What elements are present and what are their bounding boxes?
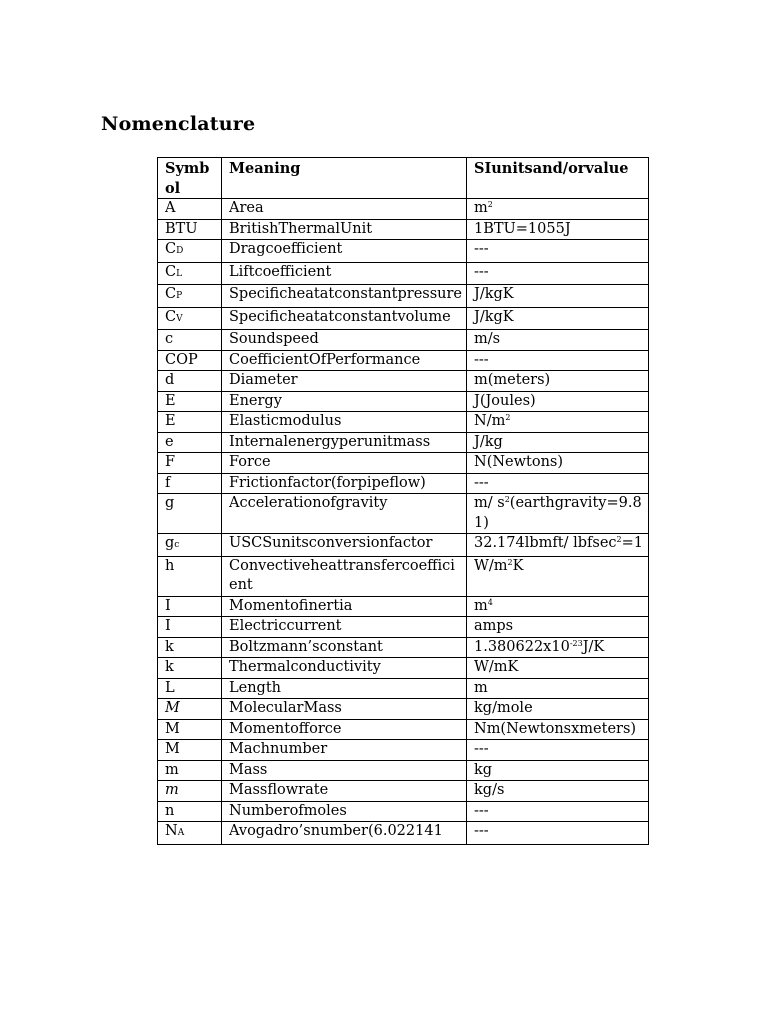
table-row bbox=[158, 617, 649, 638]
symbol-subscript: A bbox=[177, 828, 185, 838]
symbol-text: m bbox=[165, 782, 179, 798]
symbol-cell bbox=[158, 219, 222, 240]
table-row bbox=[158, 219, 649, 240]
meaning-cell: Energy bbox=[222, 391, 467, 412]
unit-text-continued: K bbox=[512, 557, 524, 574]
table-row bbox=[158, 350, 649, 371]
unit-cell bbox=[467, 199, 649, 220]
symbol-subscript: D bbox=[176, 246, 184, 256]
unit-text: 1.380622x10 bbox=[474, 638, 570, 655]
meaning-cell: Force bbox=[222, 453, 467, 474]
unit-cell bbox=[467, 719, 649, 740]
page-title: Nomenclature bbox=[101, 113, 256, 135]
unit-superscript: 2 bbox=[504, 495, 510, 504]
meaning-cell: Electriccurrent bbox=[222, 617, 467, 638]
meaning-cell: Internalenergyperunitmass bbox=[222, 432, 467, 453]
table-row bbox=[158, 740, 649, 761]
symbol-subscript: V bbox=[176, 313, 183, 324]
symbol-cell bbox=[158, 262, 222, 285]
table-row bbox=[158, 801, 649, 822]
unit-cell bbox=[467, 556, 649, 596]
unit-text: --- bbox=[474, 474, 489, 491]
unit-cell bbox=[467, 678, 649, 699]
table-row bbox=[158, 432, 649, 453]
unit-cell bbox=[467, 617, 649, 638]
symbol-cell bbox=[158, 412, 222, 433]
meaning-cell: Length bbox=[222, 678, 467, 699]
meaning-cell: Elasticmodulus bbox=[222, 412, 467, 433]
symbol-text: k bbox=[165, 638, 174, 655]
symbol-cell bbox=[158, 617, 222, 638]
table-row bbox=[158, 199, 649, 220]
table-row bbox=[158, 240, 649, 263]
unit-text: --- bbox=[474, 802, 489, 819]
symbol-cell bbox=[158, 801, 222, 822]
unit-text: kg/s bbox=[474, 782, 505, 798]
symbol-text: I bbox=[165, 618, 171, 634]
unit-superscript: 2 bbox=[487, 200, 493, 209]
symbol-text: h bbox=[165, 557, 175, 574]
table-row bbox=[158, 637, 649, 658]
symbol-text: A bbox=[165, 200, 176, 216]
table-row bbox=[158, 494, 649, 534]
unit-cell bbox=[467, 494, 649, 534]
unit-text: kg bbox=[474, 761, 493, 778]
symbol-text: d bbox=[165, 372, 175, 388]
symbol-cell bbox=[158, 822, 222, 845]
table-row bbox=[158, 262, 649, 285]
symbol-cell bbox=[158, 760, 222, 781]
unit-cell bbox=[467, 219, 649, 240]
unit-text-continued: =1 bbox=[621, 535, 643, 551]
symbol-text: k bbox=[165, 659, 174, 675]
symbol-cell bbox=[158, 307, 222, 330]
unit-cell bbox=[467, 637, 649, 658]
unit-text-continued: J/K bbox=[582, 638, 605, 655]
table-row bbox=[158, 330, 649, 351]
meaning-cell: Diameter bbox=[222, 371, 467, 392]
table-row bbox=[158, 678, 649, 699]
unit-text: --- bbox=[474, 351, 489, 368]
symbol-cell bbox=[158, 596, 222, 617]
meaning-cell: Momentofinertia bbox=[222, 596, 467, 617]
unit-cell bbox=[467, 371, 649, 392]
unit-text: J/kgK bbox=[474, 308, 514, 325]
table-row bbox=[158, 699, 649, 720]
symbol-subscript: L bbox=[176, 268, 183, 279]
unit-text: m bbox=[474, 200, 488, 216]
table-row bbox=[158, 453, 649, 474]
unit-text: m(meters) bbox=[474, 372, 551, 388]
symbol-text: g bbox=[165, 495, 175, 511]
meaning-cell: Convectiveheattransfercoefficient bbox=[222, 556, 467, 596]
symbol-cell bbox=[158, 781, 222, 802]
symbol-cell bbox=[158, 740, 222, 761]
table-row bbox=[158, 391, 649, 412]
table-row bbox=[158, 307, 649, 330]
table-row bbox=[158, 534, 649, 557]
unit-text: --- bbox=[474, 241, 489, 257]
unit-cell bbox=[467, 740, 649, 761]
symbol-text: E bbox=[165, 392, 176, 409]
nomenclature-table bbox=[157, 157, 649, 845]
unit-cell bbox=[467, 596, 649, 617]
meaning-cell: Soundspeed bbox=[222, 330, 467, 351]
header-units: SIunitsand/orvalue bbox=[467, 158, 649, 199]
symbol-text: L bbox=[165, 679, 175, 696]
unit-cell bbox=[467, 822, 649, 845]
symbol-text: g bbox=[165, 535, 175, 551]
meaning-cell: Accelerationofgravity bbox=[222, 494, 467, 534]
symbol-text: F bbox=[165, 454, 176, 470]
symbol-subscript: P bbox=[176, 291, 183, 301]
unit-cell bbox=[467, 432, 649, 453]
symbol-cell bbox=[158, 240, 222, 263]
meaning-cell: USCSunitsconversionfactor bbox=[222, 534, 467, 557]
unit-text-continued: (earthgravity=9.81) bbox=[474, 495, 642, 531]
unit-text: W/mK bbox=[474, 659, 519, 675]
symbol-text: M bbox=[165, 720, 180, 737]
unit-text: N(Newtons) bbox=[474, 454, 564, 470]
unit-cell bbox=[467, 330, 649, 351]
meaning-cell: Specificheatatconstantvolume bbox=[222, 307, 467, 330]
symbol-text: M bbox=[165, 700, 180, 716]
symbol-text: N bbox=[165, 823, 178, 839]
unit-cell bbox=[467, 307, 649, 330]
symbol-cell bbox=[158, 658, 222, 679]
unit-text: 32.174lbmft/ lbfsec bbox=[474, 535, 617, 551]
meaning-cell: Liftcoefficient bbox=[222, 262, 467, 285]
symbol-text: M bbox=[165, 741, 180, 757]
symbol-cell bbox=[158, 350, 222, 371]
symbol-cell bbox=[158, 330, 222, 351]
unit-text: J/kgK bbox=[474, 286, 514, 302]
table-row bbox=[158, 781, 649, 802]
symbol-text: C bbox=[165, 263, 177, 280]
symbol-text: COP bbox=[165, 351, 198, 368]
symbol-cell bbox=[158, 494, 222, 534]
unit-cell bbox=[467, 473, 649, 494]
unit-text: J/kg bbox=[474, 433, 503, 450]
unit-cell bbox=[467, 801, 649, 822]
symbol-cell bbox=[158, 637, 222, 658]
unit-text: amps bbox=[474, 618, 514, 634]
meaning-cell: Specificheatatconstantpressure bbox=[222, 285, 467, 308]
table-row bbox=[158, 658, 649, 679]
table-row bbox=[158, 473, 649, 494]
meaning-cell: MolecularMass bbox=[222, 699, 467, 720]
meaning-cell: Mass bbox=[222, 760, 467, 781]
meaning-cell: Thermalconductivity bbox=[222, 658, 467, 679]
unit-cell bbox=[467, 534, 649, 557]
unit-superscript: 2 bbox=[507, 557, 513, 567]
symbol-cell bbox=[158, 391, 222, 412]
meaning-cell: Area bbox=[222, 199, 467, 220]
unit-cell bbox=[467, 760, 649, 781]
unit-superscript: 4 bbox=[487, 597, 493, 607]
table-row bbox=[158, 412, 649, 433]
symbol-cell bbox=[158, 473, 222, 494]
unit-superscript: -23 bbox=[569, 638, 583, 648]
symbol-text: n bbox=[165, 802, 175, 819]
table-row bbox=[158, 556, 649, 596]
header-meaning: Meaning bbox=[222, 158, 467, 199]
symbol-cell bbox=[158, 371, 222, 392]
symbol-text: C bbox=[165, 286, 177, 302]
unit-cell bbox=[467, 391, 649, 412]
meaning-cell: Frictionfactor(forpipeflow) bbox=[222, 473, 467, 494]
table-row bbox=[158, 285, 649, 308]
symbol-cell bbox=[158, 719, 222, 740]
symbol-cell bbox=[158, 678, 222, 699]
unit-cell bbox=[467, 350, 649, 371]
meaning-cell: Avogadro’snumber(6.022141 bbox=[222, 822, 467, 845]
unit-text: m/ s bbox=[474, 495, 505, 511]
symbol-cell bbox=[158, 699, 222, 720]
symbol-text: m bbox=[165, 761, 179, 778]
symbol-cell bbox=[158, 432, 222, 453]
unit-text: --- bbox=[474, 263, 489, 280]
unit-text: Nm(Newtonsxmeters) bbox=[474, 720, 637, 737]
unit-text: kg/mole bbox=[474, 700, 533, 716]
unit-cell bbox=[467, 453, 649, 474]
unit-text: --- bbox=[474, 823, 489, 839]
unit-text: 1BTU=1055J bbox=[474, 220, 571, 237]
meaning-cell: Dragcoefficient bbox=[222, 240, 467, 263]
symbol-text: c bbox=[165, 331, 174, 347]
unit-cell bbox=[467, 658, 649, 679]
symbol-cell bbox=[158, 199, 222, 220]
table-row bbox=[158, 760, 649, 781]
symbol-cell bbox=[158, 556, 222, 596]
unit-superscript: 2 bbox=[616, 535, 622, 544]
symbol-cell bbox=[158, 453, 222, 474]
unit-text: J(Joules) bbox=[474, 392, 536, 409]
unit-text: N/m bbox=[474, 413, 506, 429]
unit-cell bbox=[467, 781, 649, 802]
table-row bbox=[158, 822, 649, 845]
unit-text: m/s bbox=[474, 331, 501, 347]
table-header-row bbox=[158, 158, 649, 199]
meaning-cell: Massflowrate bbox=[222, 781, 467, 802]
table-row bbox=[158, 596, 649, 617]
symbol-text: C bbox=[165, 308, 177, 325]
symbol-text: BTU bbox=[165, 220, 198, 237]
header-symbol: Symbol bbox=[158, 158, 222, 199]
meaning-cell: BritishThermalUnit bbox=[222, 219, 467, 240]
unit-cell bbox=[467, 412, 649, 433]
symbol-text: E bbox=[165, 413, 176, 429]
table-row bbox=[158, 371, 649, 392]
symbol-cell bbox=[158, 285, 222, 308]
symbol-text: f bbox=[165, 474, 171, 491]
unit-cell bbox=[467, 285, 649, 308]
unit-text: --- bbox=[474, 741, 489, 757]
meaning-cell: Numberofmoles bbox=[222, 801, 467, 822]
symbol-cell bbox=[158, 534, 222, 557]
meaning-cell: Momentofforce bbox=[222, 719, 467, 740]
unit-cell bbox=[467, 240, 649, 263]
table-row bbox=[158, 719, 649, 740]
symbol-subscript: c bbox=[174, 540, 180, 550]
unit-cell bbox=[467, 262, 649, 285]
unit-text: W/m bbox=[474, 557, 508, 574]
symbol-text: I bbox=[165, 597, 171, 614]
unit-text: m bbox=[474, 597, 488, 614]
meaning-cell: CoefficientOfPerformance bbox=[222, 350, 467, 371]
symbol-text: e bbox=[165, 433, 174, 450]
symbol-text: C bbox=[165, 241, 177, 257]
unit-superscript: 2 bbox=[505, 413, 511, 422]
unit-text: m bbox=[474, 679, 488, 696]
unit-cell bbox=[467, 699, 649, 720]
meaning-cell: Boltzmann’sconstant bbox=[222, 637, 467, 658]
meaning-cell: Machnumber bbox=[222, 740, 467, 761]
table-body bbox=[158, 199, 649, 845]
